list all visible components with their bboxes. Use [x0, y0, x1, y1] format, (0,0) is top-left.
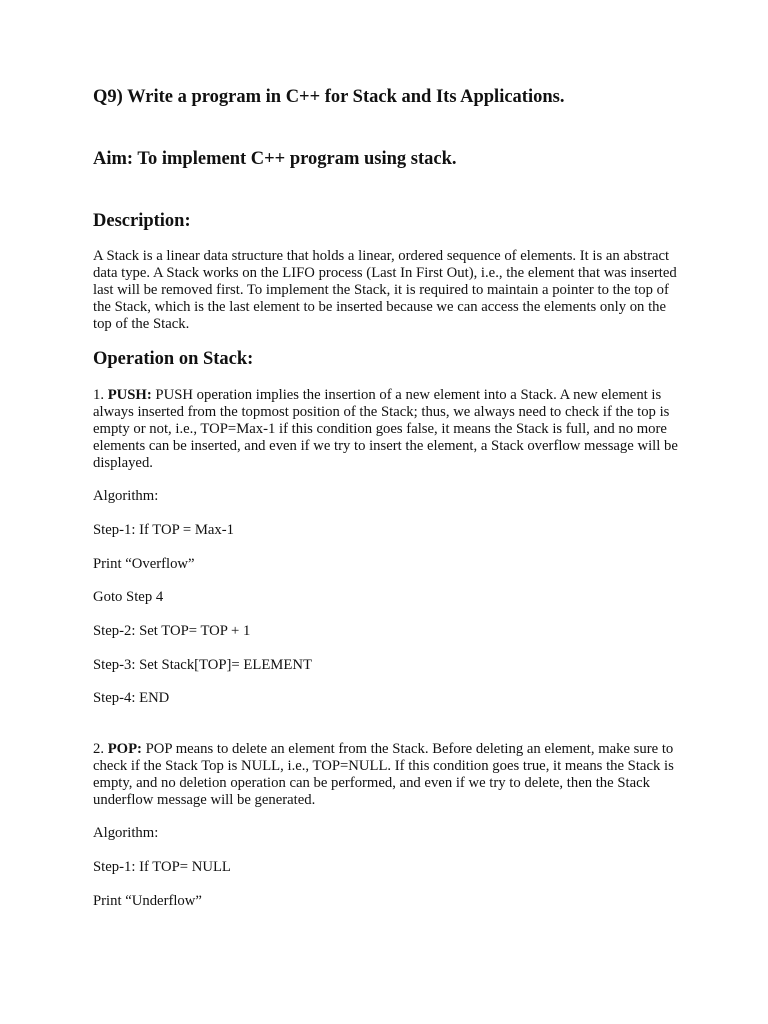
- pop-term: POP:: [107, 741, 142, 757]
- push-step-line: Goto Step 4: [93, 589, 164, 605]
- push-step-line: Print “Overflow”: [93, 556, 195, 572]
- push-description: PUSH operation implies the insertion of a new element into a Stack. A new element is always inserted from the topmost position of the Stack; thus, we always need to check if the top is empty or not, i.e., TOP=Max-1 if this condition goes false, it means the Stack is full, and no more elements can be inserted, and even if we try to insert the element, a Stack overflow message will be displayed.: [93, 387, 678, 471]
- pop-algorithm-label: Algorithm:: [93, 825, 159, 841]
- push-number: 1.: [93, 387, 105, 403]
- push-step-line: Step-2: Set TOP= TOP + 1: [93, 623, 251, 639]
- pop-number: 2.: [93, 741, 105, 757]
- push-step-line: Step-1: If TOP = Max-1: [93, 522, 235, 538]
- pop-description: POP means to delete an element from the Stack. Before deleting an element, make sure to check if the Stack Top is NULL, i.e., TOP=NULL. If this condition goes true, it means the Stack is empty, and no deletion operation can be performed, and even if we try to delete, then the Stack underflow message will be generated.: [93, 741, 674, 808]
- operations-heading: Operation on Stack:: [93, 349, 254, 369]
- aim-heading: Aim: To implement C++ program using stack.: [93, 149, 457, 169]
- pop-paragraph: [93, 741, 683, 809]
- pop-step-line: Print “Underflow”: [93, 893, 202, 909]
- pop-step-line: Step-1: If TOP= NULL: [93, 859, 231, 875]
- description-paragraph: A Stack is a linear data structure that holds a linear, ordered sequence of elements. It is an abstract data type. A Stack works on the LIFO process (Last In First Out), i.e., the element that was inserted last will be removed first. To implement the Stack, it is required to maintain a pointer to the top of the Stack, which is the last element to be inserted because we can access the elements only on the top of the Stack.: [93, 248, 677, 332]
- description-heading: Description:: [93, 211, 191, 231]
- push-term: PUSH:: [107, 387, 152, 403]
- push-step-line: Step-3: Set Stack[TOP]= ELEMENT: [93, 657, 312, 673]
- document-title: Q9) Write a program in C++ for Stack and Its Applications.: [93, 87, 565, 107]
- push-algorithm-label: Algorithm:: [93, 488, 159, 504]
- push-paragraph: [93, 387, 683, 472]
- push-step-line: Step-4: END: [93, 690, 170, 706]
